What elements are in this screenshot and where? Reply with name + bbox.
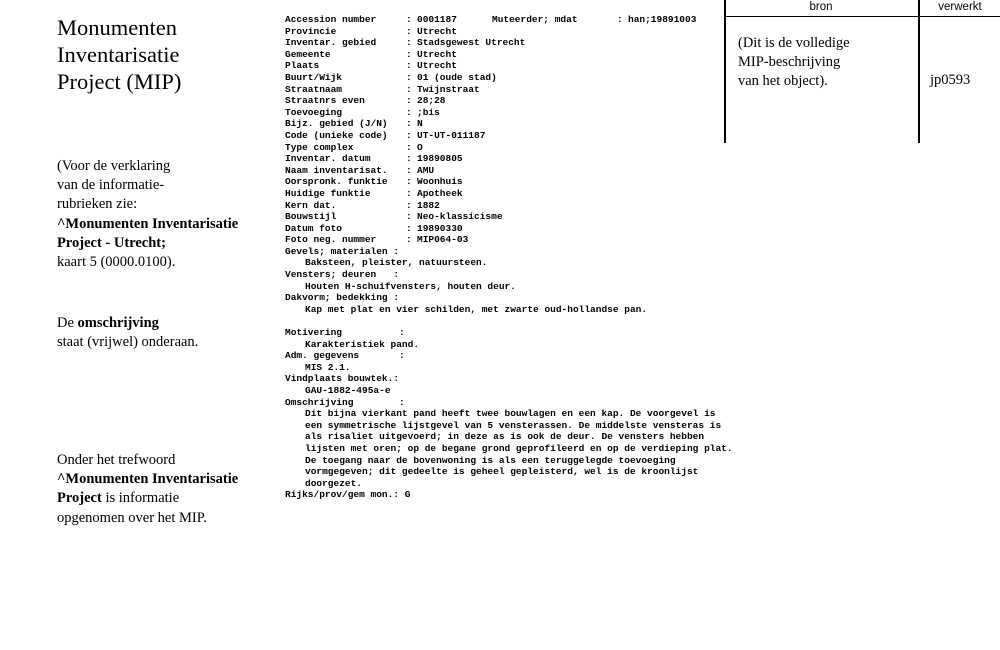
title-line: Monumenten (57, 15, 177, 40)
record-row (285, 176, 733, 188)
column-header-verwerkt: verwerkt (938, 1, 982, 13)
record-section-label: Motivering : (285, 327, 405, 339)
record-section-label (285, 489, 733, 501)
record-row-accession (285, 14, 733, 26)
field-value: O (417, 141, 423, 153)
field-value: 01 (oude stad) (417, 71, 497, 83)
record-row (285, 49, 733, 61)
note-text: opgenomen over het MIP. (57, 509, 207, 526)
source-description (738, 34, 850, 91)
field-separator: : (406, 164, 412, 176)
mip-note (57, 451, 238, 528)
record-row (285, 165, 733, 177)
field-value: 28;28 (417, 95, 446, 107)
field-label: Accession number (285, 14, 377, 25)
field-label: Buurt/Wijk (285, 71, 343, 83)
record-row (285, 72, 733, 84)
field-label: Kern dat. (285, 199, 337, 211)
note-text: Onder het trefwoord (57, 452, 176, 468)
field-label: Bouwstijl (285, 211, 337, 223)
field-separator: : (406, 187, 412, 199)
field-value: Woonhuis (417, 176, 463, 188)
field-value: N (417, 118, 423, 130)
title-line: Inventarisatie (57, 42, 180, 67)
record-section-label: Dakvorm; bedekking : (285, 292, 400, 304)
field-separator: : (406, 48, 412, 60)
record-row (285, 211, 733, 223)
field-value: MIP064-03 (417, 234, 469, 246)
field-label: Gemeente (285, 48, 331, 60)
field-separator: : (406, 83, 412, 95)
field-label: Muteerder; mdat (492, 14, 578, 25)
field-value: Neo-klassicisme (417, 211, 503, 223)
field-label: Rijks/prov/gem mon.: (285, 489, 400, 501)
record-section-label: Gevels; materialen : (285, 245, 400, 257)
description-line: Dit bijna vierkant pand heeft twee bouwlagen en een kap. De voorgevel is (305, 408, 716, 420)
field-separator: : (406, 106, 412, 118)
description-line: De toegang naar de bovenwoning is als een teruggelegde toevoeging (305, 454, 676, 466)
field-value: G (404, 489, 411, 501)
field-label: Naam inventarisat. (285, 164, 388, 176)
field-separator: : (406, 71, 412, 83)
record-row (285, 153, 733, 165)
column-header-bron: bron (809, 1, 833, 13)
note-keyword: ^Monumenten Inventarisatie (57, 471, 239, 488)
record-row (285, 118, 733, 130)
field-value: AMU (417, 164, 435, 176)
record-section-label: Vensters; deuren : (285, 269, 400, 281)
field-value: han;19891003 (628, 14, 697, 25)
record-row (285, 107, 733, 119)
record-section-value: Karakteristiek pand. (305, 338, 420, 350)
note-keyword: omschrijving (77, 315, 159, 331)
field-label: Type complex (285, 141, 354, 153)
field-label: Inventar. datum (285, 153, 371, 165)
description-text (285, 408, 733, 489)
field-label: Bijz. gebied (J/N) (285, 118, 388, 130)
field-value: 0001187 (417, 14, 457, 25)
title-line: Project (MIP) (57, 69, 182, 94)
field-value: 19890330 (417, 222, 463, 234)
field-label: Huidige funktie (285, 187, 371, 199)
record-row (285, 223, 733, 235)
record-section-value: MIS 2.1. (305, 361, 351, 373)
note-text: De (57, 315, 78, 331)
field-separator: : (406, 37, 412, 49)
source-line: van het object). (738, 73, 828, 89)
field-separator: : (406, 118, 412, 130)
field-label: Toevoeging (285, 106, 343, 118)
source-line: (Dit is de volledige (738, 35, 850, 51)
note-text: kaart 5 (0000.0100). (57, 254, 176, 271)
field-label: Provincie (285, 25, 337, 37)
field-label: Straatnaam (285, 83, 343, 95)
record-fields (285, 26, 733, 246)
source-line: MIP-beschrijving (738, 54, 841, 70)
description-line: lijsten met oren; op de begane grond geprofileerd en op de verdieping plat. (305, 442, 733, 454)
field-separator: : (406, 153, 412, 165)
field-separator: : (406, 199, 412, 211)
table-header-rule (724, 16, 1000, 17)
description-line: doorgezet. (305, 477, 363, 489)
table-divider (918, 0, 920, 143)
note-text: is informatie (101, 490, 180, 507)
field-value: Stadsgewest Utrecht (417, 37, 526, 49)
note-keyword: Project (57, 490, 102, 507)
record-section-label: Omschrijving : (285, 396, 405, 408)
field-value: Utrecht (417, 48, 457, 60)
record-section-value: GAU-1882-495a-e (305, 385, 391, 396)
record-section-value: Kap met plat en vier schilden, met zwarte oud-hollandse pan. (305, 303, 648, 315)
field-separator: : (406, 141, 412, 153)
field-separator: : (406, 222, 412, 234)
field-value: Twijnstraat (417, 83, 480, 95)
record-row (285, 84, 733, 96)
field-separator: : (406, 211, 412, 223)
description-line: een symmetrische lijstgevel van 5 vensterassen. De middelste vensteras is (305, 419, 722, 431)
record-row (285, 95, 733, 107)
field-separator: : (406, 14, 412, 25)
field-separator: : (406, 234, 412, 246)
field-separator: : (406, 60, 412, 72)
description-line: als risaliet uitgevoerd; in deze as is ook de deur. De vensters hebben (305, 431, 705, 443)
field-separator: : (406, 176, 412, 188)
field-value: 19890805 (417, 153, 463, 165)
record-row (285, 130, 733, 142)
record-section-value: Baksteen, pleister, natuursteen. (305, 257, 488, 269)
mip-record (285, 14, 733, 501)
note-text: van de informatie- (57, 177, 165, 194)
field-separator: : (406, 95, 412, 107)
description-note (57, 314, 198, 352)
field-separator: : (617, 14, 623, 25)
page-title (57, 14, 272, 95)
record-row (285, 26, 733, 38)
field-value: Apotheek (417, 187, 463, 199)
record-row (285, 142, 733, 154)
record-row (285, 188, 733, 200)
field-value: 1882 (417, 199, 440, 211)
field-label: Code (unieke code) (285, 129, 388, 141)
field-value: Utrecht (417, 25, 457, 37)
note-keyword: Project - Utrecht; (57, 234, 166, 251)
explanation-note (57, 157, 238, 272)
field-label: Inventar. gebied (285, 37, 377, 49)
field-separator: : (406, 25, 412, 37)
record-section-value: Houten H-schuifvensters, houten deur. (305, 280, 516, 292)
record-row (285, 200, 733, 212)
record-section-label: Adm. gegevens : (285, 350, 405, 362)
record-section-label: Vindplaats bouwtek.: (285, 373, 400, 385)
record-row (285, 60, 733, 72)
note-text: rubrieken zie: (57, 196, 138, 213)
field-value: ;bis (417, 106, 440, 118)
processed-code: jp0593 (930, 72, 971, 88)
field-label: Foto neg. nummer (285, 234, 377, 246)
field-label: Straatnrs even (285, 95, 365, 107)
field-label: Oorspronk. funktie (285, 176, 388, 188)
note-keyword: ^Monumenten Inventarisatie (57, 215, 239, 232)
description-line: vormgegeven; dit gedeelte is geheel gepleisterd, wel is de kroonlijst (305, 466, 699, 478)
note-text: staat (vrijwel) onderaan. (57, 334, 199, 351)
field-label: Plaats (285, 60, 320, 72)
source-table (724, 0, 1000, 145)
field-value: Utrecht (417, 60, 457, 72)
field-separator: : (406, 129, 412, 141)
record-row (285, 234, 733, 246)
record-row (285, 37, 733, 49)
field-value: UT-UT-011187 (417, 129, 486, 141)
field-label: Datum foto (285, 222, 343, 234)
note-text: (Voor de verklaring (57, 158, 171, 174)
